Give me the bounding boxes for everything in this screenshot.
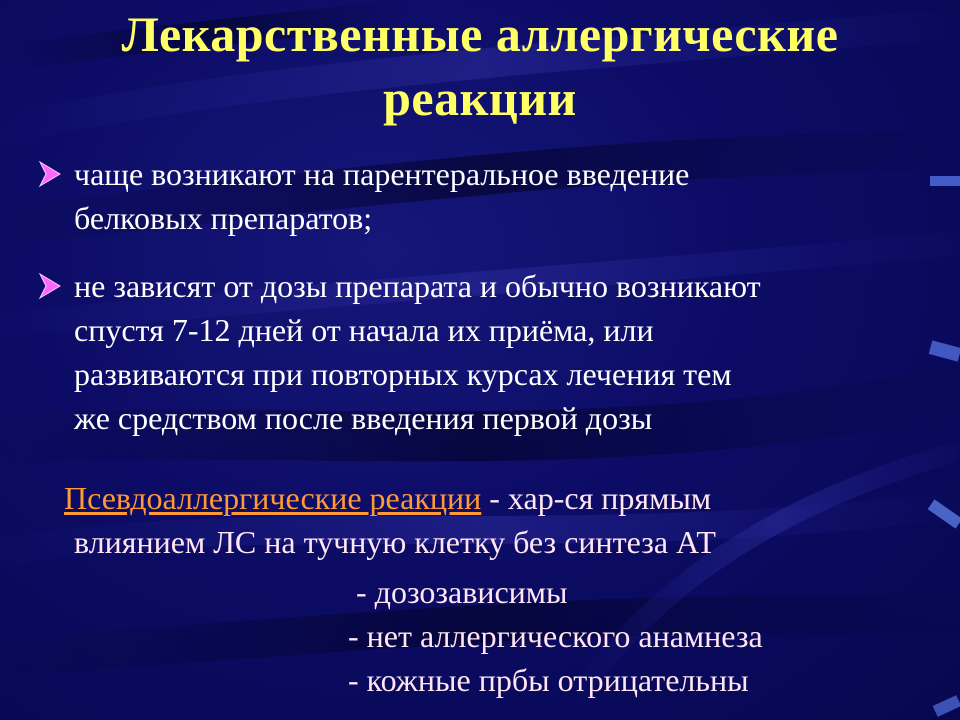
property-item: - кожные прбы отрицательны [348, 662, 749, 698]
slide-title [20, 2, 940, 130]
pseudoallergic-link[interactable]: Псевдоаллергические реакции [64, 480, 482, 516]
bullet-line: же средством после введения первой дозы [74, 400, 653, 436]
bullet-line: спустя 7-12 дней от начала их приёма, или [74, 312, 654, 348]
bullet-line: развиваются при повторных курсах лечения тем [74, 356, 732, 392]
pseudo-line-1 [64, 476, 711, 520]
property-item: - нет аллергического анамнеза [348, 618, 763, 654]
bullet-line: белковых препаратов; [74, 200, 373, 236]
pseudo-line-2: влиянием ЛС на тучную клетку без синтеза АТ [74, 524, 716, 560]
slide-title-line-1: Лекарственные аллергические [121, 6, 839, 62]
bullet-line: не зависят от дозы препарата и обычно возникают [74, 268, 761, 304]
property-item: - дозозависимы [356, 574, 568, 610]
bullet-line: чаще возникают на парентеральное введение [74, 156, 690, 192]
chevron-right-icon [38, 264, 68, 308]
chevron-right-icon [38, 152, 68, 196]
bullet-text [74, 152, 960, 240]
bullet-text [74, 264, 960, 440]
pseudo-line-1-rest: - хар-ся прямым [481, 480, 712, 516]
slide-title-line-2: реакции [383, 70, 577, 126]
